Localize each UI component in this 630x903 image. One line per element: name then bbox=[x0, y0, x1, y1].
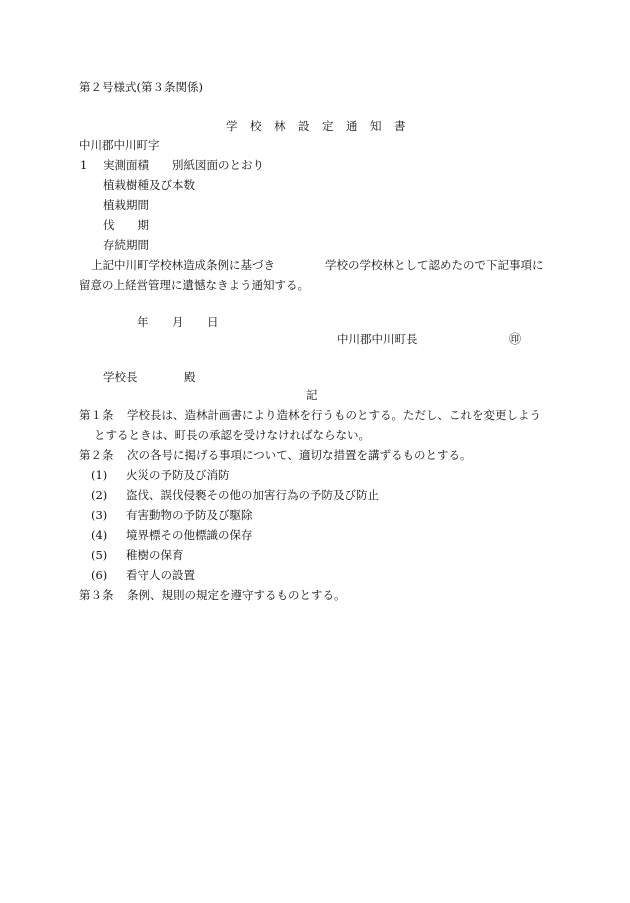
seal-mark: ㊞ bbox=[509, 332, 522, 346]
subitem-1-text: 火災の予防及び消防 bbox=[126, 468, 230, 482]
form-label: 第２号様式(第３条関係) bbox=[79, 80, 203, 94]
item2-label: 植栽樹種及び本数 bbox=[103, 178, 195, 192]
document-title: 学 校 林 設 定 通 知 書 bbox=[226, 119, 406, 133]
subitem-4-text: 境界標その他標識の保存 bbox=[126, 528, 253, 542]
article3-heading: 第３条 bbox=[79, 588, 114, 602]
subitem-3-number: (3) bbox=[91, 508, 108, 522]
addressee-title: 学校長 bbox=[103, 370, 138, 384]
article2-line1: 次の各号に掲げる事項について、適切な措置を講ずるものとする。 bbox=[127, 448, 472, 462]
item1-label: 実測面積 bbox=[103, 158, 149, 172]
subitem-2-text: 盗伐、誤伐侵褻その他の加害行為の予防及び防止 bbox=[126, 488, 379, 502]
subitem-2-number: (2) bbox=[91, 488, 108, 502]
date-month: 月 bbox=[172, 315, 184, 329]
addressee-honorific: 殿 bbox=[184, 370, 196, 384]
item4-label: 伐 期 bbox=[103, 218, 149, 232]
date-year: 年 bbox=[137, 315, 149, 329]
ki-heading: 記 bbox=[306, 388, 318, 402]
item1-number: 1 bbox=[80, 158, 88, 172]
item1-value: 別紙図面のとおり bbox=[172, 158, 264, 172]
subitem-6-text: 看守人の設置 bbox=[126, 568, 195, 582]
article3-line1: 条例、規則の規定を遵守するものとする。 bbox=[127, 588, 346, 602]
article2-heading: 第２条 bbox=[79, 448, 114, 462]
subitem-5-text: 稚樹の保育 bbox=[126, 548, 184, 562]
subitem-1-number: (1) bbox=[91, 468, 108, 482]
issuer-name: 中川郡中川町長 bbox=[337, 332, 418, 346]
item5-label: 存続期間 bbox=[103, 238, 149, 252]
notice-line1-part2: 学校の学校林として認めたので下記事項に bbox=[325, 258, 544, 272]
subitem-4-number: (4) bbox=[91, 528, 108, 542]
subitem-6-number: (6) bbox=[91, 568, 108, 582]
article1-line2: とするときは、町長の承認を受けなければならない。 bbox=[94, 428, 370, 442]
subitem-3-text: 有害動物の予防及び駆除 bbox=[126, 508, 253, 522]
subitem-5-number: (5) bbox=[91, 548, 108, 562]
notice-line1-part1: 上記中川町学校林造成条例に基づき bbox=[91, 258, 275, 272]
notice-line2: 留意の上経営管理に遺憾なきよう通知する。 bbox=[79, 278, 309, 292]
article1-line1: 学校長は、造林計画書により造林を行うものとする。ただし、これを変更しよう bbox=[127, 408, 541, 422]
item3-label: 植栽期間 bbox=[103, 198, 149, 212]
address-line: 中川郡中川町字 bbox=[79, 138, 160, 152]
date-day: 日 bbox=[207, 315, 219, 329]
article1-heading: 第１条 bbox=[79, 408, 114, 422]
